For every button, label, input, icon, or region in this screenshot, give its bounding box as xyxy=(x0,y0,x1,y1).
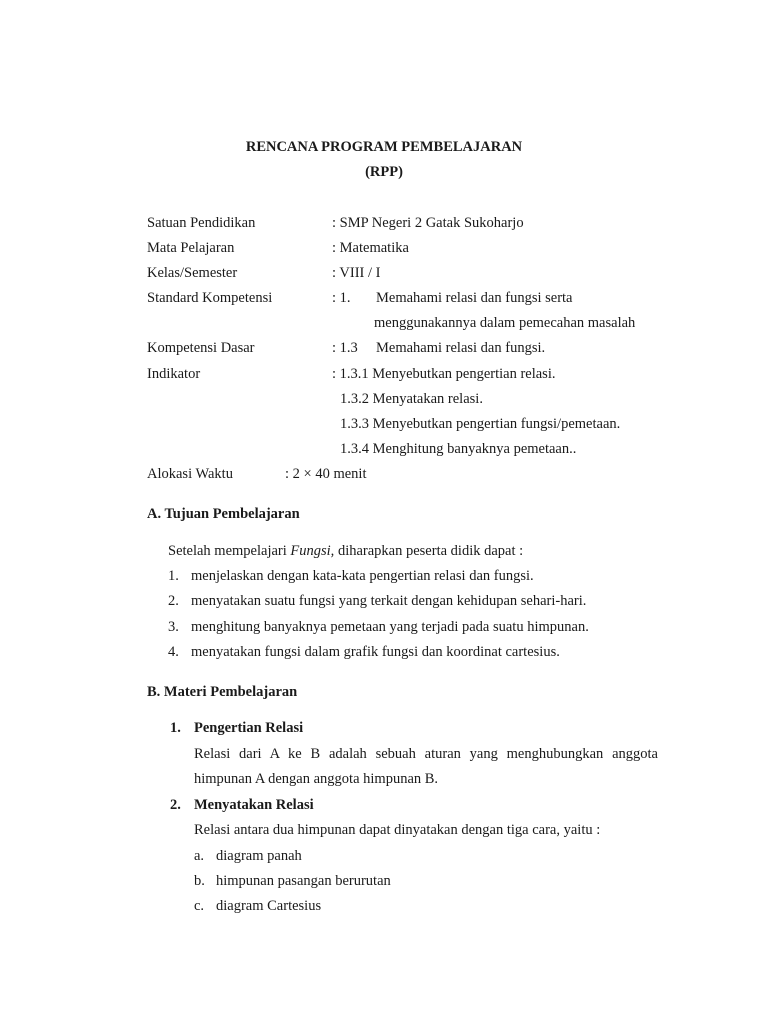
value-alokasi: : 2 × 40 menit xyxy=(285,466,367,482)
label-alokasi: Alokasi Waktu xyxy=(147,466,233,482)
list-item: menjelaskan dengan kata-kata pengertian relasi dan fungsi. xyxy=(191,568,534,584)
list-item-letter: c. xyxy=(194,898,205,914)
sk-number: : 1. xyxy=(332,290,351,306)
indikator-item: 1.3.2 Menyatakan relasi. xyxy=(340,391,483,407)
value-mapel: : Matematika xyxy=(332,240,409,256)
list-item-number: 1. xyxy=(168,568,179,584)
list-item-number: 2. xyxy=(168,593,179,609)
list-item: menyatakan suatu fungsi yang terkait dengan kehidupan sehari-hari. xyxy=(191,593,587,609)
indikator-item: : 1.3.1 Menyebutkan pengertian relasi. xyxy=(332,366,556,382)
subsection-number: 2. xyxy=(170,797,181,813)
sk-line-2: menggunakannya dalam pemecahan masalah xyxy=(374,315,636,331)
list-item-letter: a. xyxy=(194,848,205,864)
kd-number: : 1.3 xyxy=(332,340,358,356)
subsection-title: Menyatakan Relasi xyxy=(194,797,314,813)
section-a-heading: A. Tujuan Pembelajaran xyxy=(147,506,300,522)
document-subtitle: (RPP) xyxy=(365,164,403,180)
list-item: diagram Cartesius xyxy=(216,898,322,914)
sk-line-1: Memahami relasi dan fungsi serta xyxy=(376,290,573,306)
section-a-intro: Setelah mempelajari Fungsi, diharapkan peserta didik dapat : xyxy=(168,543,524,559)
list-item: menghitung banyaknya pemetaan yang terjadi pada suatu himpunan. xyxy=(191,619,589,635)
indikator-item: 1.3.3 Menyebutkan pengertian fungsi/pemetaan. xyxy=(340,416,621,432)
list-item-number: 4. xyxy=(168,644,179,660)
subsection-paragraph: Relasi antara dua himpunan dapat dinyatakan dengan tiga cara, yaitu : xyxy=(194,822,601,838)
list-item: himpunan pasangan berurutan xyxy=(216,873,391,889)
subsection-title: Pengertian Relasi xyxy=(194,720,304,736)
label-satuan: Satuan Pendidikan xyxy=(147,215,256,231)
indikator-item: 1.3.4 Menghitung banyaknya pemetaan.. xyxy=(340,441,577,457)
kd-text: Memahami relasi dan fungsi. xyxy=(376,340,546,356)
subsection-paragraph: Relasi dari A ke B adalah sebuah aturan yang menghubungkan anggota xyxy=(194,746,658,762)
list-item-number: 3. xyxy=(168,619,179,635)
section-b-heading: B. Materi Pembelajaran xyxy=(147,684,298,700)
value-kelas: : VIII / I xyxy=(332,265,381,281)
list-item-letter: b. xyxy=(194,873,205,889)
label-mapel: Mata Pelajaran xyxy=(147,240,235,256)
value-satuan: : SMP Negeri 2 Gatak Sukoharjo xyxy=(332,215,524,231)
subsection-paragraph: himpunan A dengan anggota himpunan B. xyxy=(194,771,439,787)
label-indikator: Indikator xyxy=(147,366,201,382)
list-item: menyatakan fungsi dalam grafik fungsi dan koordinat cartesius. xyxy=(191,644,560,660)
subsection-number: 1. xyxy=(170,720,181,736)
list-item: diagram panah xyxy=(216,848,302,864)
label-kelas: Kelas/Semester xyxy=(147,265,238,281)
label-sk: Standard Kompetensi xyxy=(147,290,273,306)
label-kd: Kompetensi Dasar xyxy=(147,340,255,356)
document-title: RENCANA PROGRAM PEMBELAJARAN xyxy=(245,139,523,155)
